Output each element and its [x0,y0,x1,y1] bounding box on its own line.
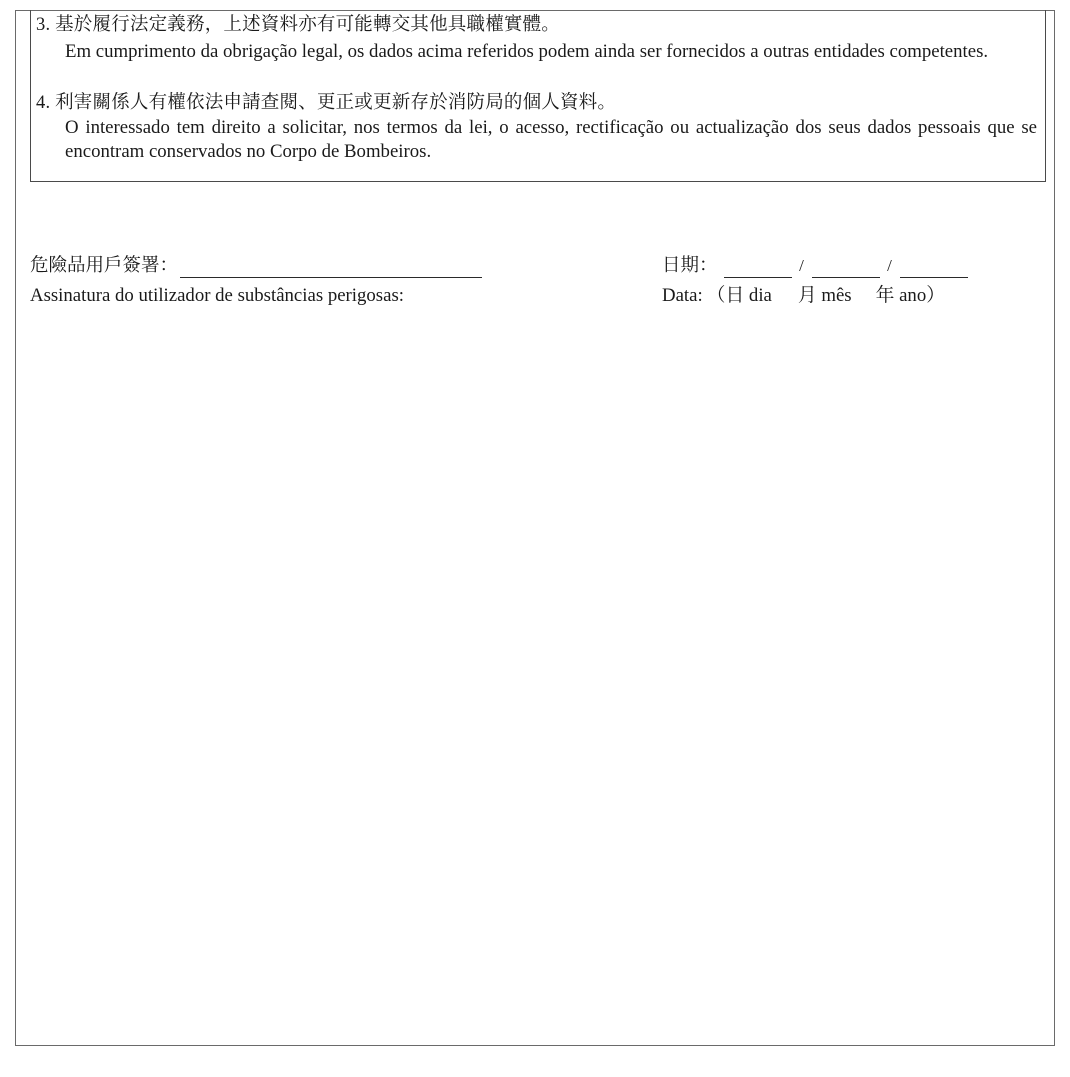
signature-label-chinese: 危險品用戶簽署： [30,256,179,276]
date-year-field[interactable] [900,257,968,278]
signature-label-portuguese: Assinatura do utilizador de substâncias perigosas: [30,285,404,306]
date-month-field[interactable] [812,257,880,278]
date-day-field[interactable] [724,257,792,278]
date-row [662,254,968,278]
notice-item-3-portuguese: Em cumprimento da obrigação legal, os dados acima referidos podem ainda ser fornecidos a outras entidades competentes. [65,41,989,62]
date-month-caption: 月 mês [797,285,852,306]
notice-item-3-chinese: 3. 基於履行法定義務，上述資料亦有可能轉交其他具職權實體。 [36,15,561,35]
signature-field[interactable] [180,257,482,278]
signature-row [30,254,482,278]
date-day-caption: （日 dia [706,285,772,306]
notice-item-4-chinese: 4. 利害關係人有權依法申請查閱、更正或更新存於消防局的個人資料。 [36,93,617,113]
privacy-notice-box [30,10,1046,182]
notice-item-4-portuguese: O interessado tem direito a solicitar, nos termos da lei, o acesso, rectificação ou actualização dos seus dados pessoais que se encontram conservados no Corpo de Bombeiros. [65,117,1037,162]
date-year-caption: 年 ano） [875,285,945,306]
date-label-portuguese-row [662,284,945,308]
date-label-chinese: 日期： [662,256,718,276]
date-separator: / [799,256,804,275]
date-separator: / [887,256,892,275]
date-label-portuguese: Data: [662,285,703,306]
